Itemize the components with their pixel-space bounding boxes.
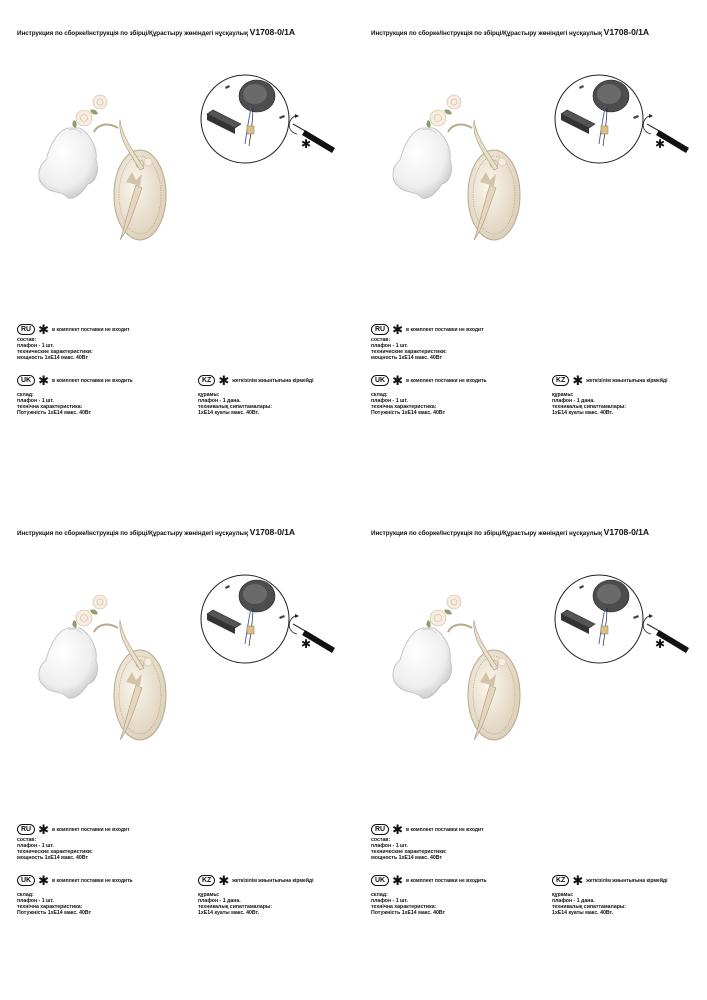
uk-note: в комплект поставки не входить [52,877,133,884]
uk-line: технічна характеристика: [371,904,437,910]
uk-badge: UK [17,375,35,386]
instruction-title [371,27,649,37]
uk-line: технічна характеристика: [17,904,83,910]
ru-line: мощность 1хE14 макс. 40Вт [371,855,442,861]
uk-badge: UK [17,875,35,886]
kz-note: жеткізілім жиынтығына кірмейді [232,877,314,884]
star-icon: ✱ [38,373,50,389]
model-number: V1708-0/1A [249,27,296,37]
not-included-marker: ✱ [301,137,312,151]
ru-note: в комплект поставки не входит [52,326,130,333]
star-icon: ✱ [392,322,404,338]
ru-badge: RU [17,324,35,335]
star-icon: ✱ [572,873,584,889]
kz-note: жеткізілім жиынтығына кірмейді [586,877,668,884]
star-icon: ✱ [392,373,404,389]
ru-line: технические характеристики: [17,349,93,355]
uk-line: склад: [17,892,34,898]
uk-specs [371,392,445,416]
kz-header [198,872,313,890]
instruction-title [17,27,295,37]
kz-line: құрамы: [552,892,574,898]
title-text: Инструкция по сборке/Інструкція по збірці/Құрастыру жөніндегі нұсқаулық [17,30,248,37]
instruction-panel [354,0,707,500]
ru-line: состав: [371,837,391,843]
ru-line: технические характеристики: [371,849,447,855]
uk-line: технічна характеристика: [17,404,83,410]
ru-line: плафон - 1 шт. [371,843,408,849]
kz-line: техникалық сипаттамалары: [552,404,627,410]
star-icon: ✱ [392,873,404,889]
kz-note: жеткізілім жиынтығына кірмейді [586,377,668,384]
ru-line: плафон - 1 шт. [371,343,408,349]
ru-specs [17,837,93,861]
uk-line: Потужність 1хE14 макс. 40Вт [17,410,92,416]
uk-line: плафон - 1 шт. [17,398,54,404]
model-number: V1708-0/1A [603,27,650,37]
kz-line: 1хE14 куаты макс. 40Вт. [198,910,260,916]
mounting-diagram [549,574,694,664]
ru-line: мощность 1хE14 макс. 40Вт [17,855,88,861]
ru-line: состав: [17,837,37,843]
uk-line: плафон - 1 шт. [371,398,408,404]
ru-badge: RU [371,824,389,835]
mounting-diagram [195,74,340,164]
kz-specs [552,392,626,416]
instruction-panel [354,500,707,1000]
ru-line: мощность 1хE14 макс. 40Вт [17,355,88,361]
kz-line: 1хE14 куаты макс. 40Вт. [198,410,260,416]
kz-line: құрамы: [198,392,220,398]
not-included-marker: ✱ [301,637,312,651]
uk-note: в комплект поставки не входить [406,377,487,384]
kz-note: жеткізілім жиынтығына кірмейді [232,377,314,384]
uk-badge: UK [371,375,389,386]
uk-note: в комплект поставки не входить [406,877,487,884]
ru-line: технические характеристики: [371,349,447,355]
uk-badge: UK [371,875,389,886]
kz-line: плафон - 1 дана. [198,398,241,404]
ru-line: плафон - 1 шт. [17,843,54,849]
ru-specs [371,337,447,361]
uk-specs [17,892,91,916]
kz-line: құрамы: [198,892,220,898]
ru-badge: RU [371,324,389,335]
kz-line: техникалық сипаттамалары: [552,904,627,910]
mounting-diagram [549,74,694,164]
star-icon: ✱ [572,373,584,389]
uk-line: Потужність 1хE14 макс. 40Вт [371,410,446,416]
star-icon: ✱ [38,873,50,889]
ru-line: мощность 1хE14 макс. 40Вт [371,355,442,361]
kz-specs [198,892,272,916]
ru-line: состав: [371,337,391,343]
kz-line: құрамы: [552,392,574,398]
kz-line: плафон - 1 дана. [552,898,595,904]
uk-line: склад: [371,892,388,898]
uk-specs [17,392,91,416]
not-included-marker: ✱ [655,637,666,651]
kz-badge: KZ [198,375,215,386]
kz-line: 1хE14 куаты макс. 40Вт. [552,910,614,916]
uk-header [371,872,487,890]
star-icon: ✱ [392,822,404,838]
instruction-title [371,527,649,537]
uk-line: плафон - 1 шт. [371,898,408,904]
ru-specs [371,837,447,861]
ru-note: в комплект поставки не входит [406,326,484,333]
star-icon: ✱ [218,873,230,889]
uk-note: в комплект поставки не входить [52,377,133,384]
mounting-diagram [195,574,340,664]
model-number: V1708-0/1A [603,527,650,537]
sconce-illustration [28,90,178,255]
instruction-panel [0,500,353,1000]
not-included-marker: ✱ [655,137,666,151]
uk-line: Потужність 1хE14 макс. 40Вт [371,910,446,916]
star-icon: ✱ [38,822,50,838]
uk-header [17,372,133,390]
title-text: Инструкция по сборке/Інструкція по збірці/Құрастыру жөніндегі нұсқаулық [371,30,602,37]
kz-badge: KZ [198,875,215,886]
kz-header [552,872,667,890]
uk-specs [371,892,445,916]
instruction-panel [0,0,353,500]
kz-specs [198,392,272,416]
ru-specs [17,337,93,361]
title-text: Инструкция по сборке/Інструкція по збірці/Құрастыру жөніндегі нұсқаулық [371,530,602,537]
kz-line: 1хE14 куаты макс. 40Вт. [552,410,614,416]
uk-line: Потужність 1хE14 макс. 40Вт [17,910,92,916]
ru-line: состав: [17,337,37,343]
ru-note: в комплект поставки не входит [406,826,484,833]
kz-header [198,372,313,390]
sconce-illustration [28,590,178,755]
title-text: Инструкция по сборке/Інструкція по збірці/Құрастыру жөніндегі нұсқаулық [17,530,248,537]
uk-line: технічна характеристика: [371,404,437,410]
ru-badge: RU [17,824,35,835]
kz-line: плафон - 1 дана. [552,398,595,404]
uk-line: склад: [371,392,388,398]
uk-line: плафон - 1 шт. [17,898,54,904]
instruction-title [17,527,295,537]
uk-header [17,872,133,890]
uk-line: склад: [17,392,34,398]
kz-line: техникалық сипаттамалары: [198,904,273,910]
kz-badge: KZ [552,375,569,386]
kz-line: техникалық сипаттамалары: [198,404,273,410]
ru-note: в комплект поставки не входит [52,826,130,833]
model-number: V1708-0/1A [249,527,296,537]
star-icon: ✱ [38,322,50,338]
kz-header [552,372,667,390]
kz-line: плафон - 1 дана. [198,898,241,904]
uk-header [371,372,487,390]
sconce-illustration [382,590,532,755]
star-icon: ✱ [218,373,230,389]
ru-line: технические характеристики: [17,849,93,855]
kz-badge: KZ [552,875,569,886]
kz-specs [552,892,626,916]
ru-line: плафон - 1 шт. [17,343,54,349]
sconce-illustration [382,90,532,255]
